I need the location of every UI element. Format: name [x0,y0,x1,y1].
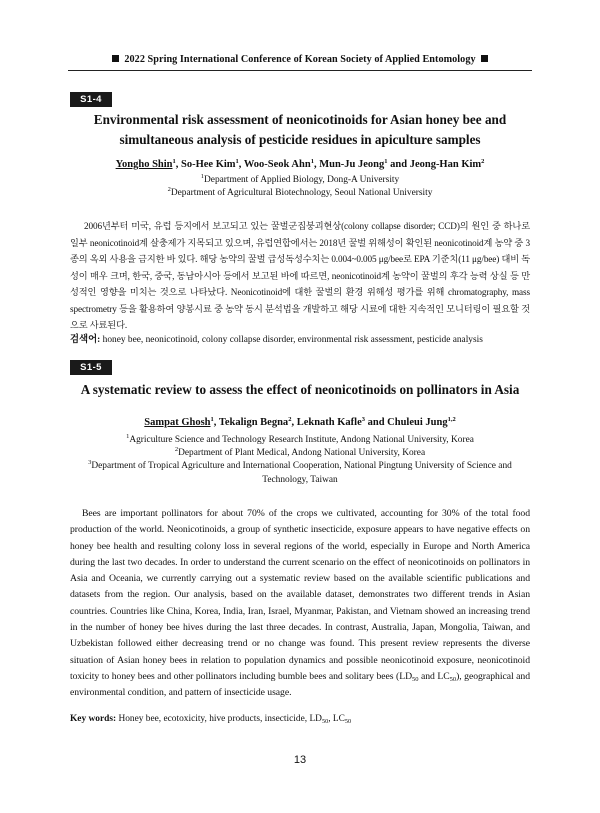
author-name: Tekalign Begna [218,417,289,428]
author-list: Yongho Shin$^1$, So-Hee Kim$^1$, Woo-Seok Ahn$^1$, Mun-Ju Jeong$^1$ and Jeong-Han Kim$^2$ [115,158,485,170]
affil-sup: 2 [174,446,179,454]
square-bullet-icon [112,55,119,62]
affiliation [66,447,534,460]
affiliation [66,434,534,447]
title-line: A systematic review to assess the effect of neonicotinoids on pollinators in Asia [80,382,520,397]
author-affil-sup: 2 [288,416,292,423]
author-name: Sampat Ghosh [144,417,211,428]
author-name: Jeong-Han Kim [409,159,482,170]
author-name: Chuleui Jung [387,417,448,428]
affil-text: Department of Applied Biology, Dong-A University [204,175,400,185]
author-affil-sup: 3 [361,416,365,423]
author-conjunction: and [367,417,385,428]
lc-abbrev: LC [332,714,345,724]
session-tag: S1-4 [70,92,112,107]
abstract-body: 2006년부터 미국, 유럽 등지에서 보고되고 있는 꿀벌군집붕괴현상(colony collapse disorder; CCD)의 원인 중 하나로 일부 neonicotinoid계 살충제가 지목되고 있으며, 유럽연합에서는 2018년 꿀벌 위해성이 확인된 neonicotinoid계 농약 중 3종의 옥외 사용을 금지한 바 있다. 해당 농약의 꿀벌 급성독성수치는 0.004~0.005 μg/bee로 EPA 기준치(11 μg/bee) 대비 독성이 매우 크며, 한국, 중국, 동남아시아 등에서 보고된 바에 따르면, neonicotinoid계 농약이 꿀벌의 후각 능력 상실 등 만성적인 영향을 미치는 것으로 나타났다. Neonicotinoid에 대한 꿀벌의 환경 위해성 평가를 위해 chromatography, mass spectrometry 등을 활용하여 양봉시료 중 농약 동시 분석법을 개발하고 해당 시료에 대한 지속적인 모니터링이 필요할 것으로 사료된다. [70,221,530,330]
author-affil-sup: 1 [235,158,239,165]
keywords-text: Honey bee, ecotoxicity, hive products, insecticide, [118,714,310,724]
lc-subscript: 50 [449,675,457,683]
header-divider [68,70,532,71]
keywords-text: honey bee, neonicotinoid, colony collapse disorder, environmental risk assessment, pesticide analysis [102,335,483,345]
keyword-separator: , [328,714,333,724]
conference-title: 2022 Spring International Conference of Korean Society of Applied Entomology [124,54,476,65]
keywords [70,712,530,726]
author-name: Woo-Seok Ahn [243,159,311,170]
ld-abbrev: LD [309,714,322,724]
ld-subscript: 50 [412,675,419,683]
abstract-body-text: Bees are important pollinators for about 70% of the crops we cultivated, accounting for 30% of the total food production of the world. Neonicotinoids, a group of synthetic insecticide, exposure appears to have negative effects on honey bee health and resulting colony loss in several regions of the world, especially in Europe and North America during the last two decades. In order to understand the current scenario on the effect of neonicotinoids on pollinators in Asia and Oceania, we currently carrying out a systematic review based on the available scientific publications and datasets from the region. Our analysis, based on the available dataset, demonstrates two different trends in Asian countries. Countries like China, Korea, India, Iran, Israel, Myanmar, Pakistan, and Vietnam showed an increasing trend in the number of honey bee hives during the last three decades. In contrast, Australia, Japan, Mongolia, Taiwan, and Uzbekistan followed either decreasing trend or no change was found. This present review represents the diverse situation of Asian honey bees in relation to population dynamics and possible neonicotinoid exposure, neonicotinoid toxicity to honey bees and other pollinators including bumble bees and solitary bees ( [70,508,530,682]
author-conjunction: and [390,159,408,170]
author-affil-sup: 1 [210,416,214,423]
author-list: Sampat Ghosh$^1$, Tekalign Begna$^2$, Leknath Kafle$^3$ and Chuleui Jung$^{1,2}$ [144,416,456,428]
abstract-body-tail: ), geographical and environmental condition, and pattern of insecticide usage. [70,670,530,699]
author-name: Mun-Ju Jeong [319,159,385,170]
affil-sup: 3 [88,459,92,467]
abstract-title [70,380,530,400]
affiliation [66,460,534,486]
affiliation [66,174,534,187]
affil-sup: 2 [167,186,171,194]
affil-text: Department of Tropical Agriculture and International Cooperation, National Pingtung University of Science and Technology, Taiwan [91,461,512,485]
running-header [68,54,532,65]
author-affil-sup: 2 [481,158,485,165]
ld-subscript: 50 [321,718,329,725]
session-tag: S1-5 [70,360,112,375]
title-line: simultaneous analysis of pesticide residues in apiculture samples [119,132,481,147]
square-bullet-icon [481,55,488,62]
affil-text: Department of Plant Medical, Andong National University, Korea [178,448,426,459]
author-affil-sup: 1 [172,158,176,165]
keywords [70,333,530,347]
ld-abbrev: LD [399,670,413,682]
affil-text: Agriculture Science and Technology Research Institute, Andong National University, Korea [129,435,474,445]
affiliation-list [66,174,534,200]
affiliation [66,187,534,200]
affil-sup: 1 [200,173,205,180]
abstract-body [70,506,530,702]
and-word: and [418,670,438,682]
affiliation-list [66,434,534,487]
title-line: Environmental risk assessment of neonicotinoids for Asian honey bee and [93,112,507,127]
author-name: Yongho Shin [115,159,173,170]
keywords-label: Key words: [70,714,117,724]
lc-subscript: 50 [344,718,352,725]
lc-abbrev: LC [437,670,450,682]
author-affil-sup: 1,2 [447,416,456,423]
affil-sup: 1 [126,433,130,440]
page-number: 13 [293,754,307,766]
keywords-label: 검색어: [70,335,101,345]
author-name: Leknath Kafle [296,417,362,428]
author-affil-sup: 1 [384,158,388,165]
abstract-title [70,110,530,150]
author-affil-sup: 1 [310,158,314,165]
author-name: So-Hee Kim [181,159,236,170]
affil-text: Department of Agricultural Biotechnology, Seoul National University [170,188,433,199]
